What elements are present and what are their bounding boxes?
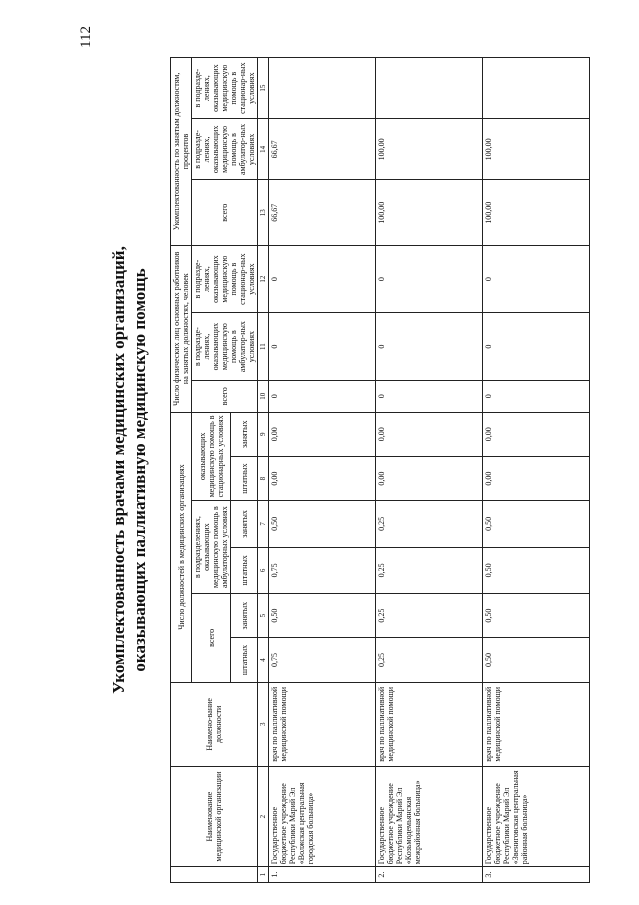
cell-c12: 0: [269, 245, 376, 313]
cell-c14: 66,67: [269, 119, 376, 180]
header-staffing-group: Укомплектованность по занятым должностям, процентов: [171, 58, 192, 246]
cell-c6: 0,75: [269, 547, 376, 593]
cell-c5: 0,50: [269, 594, 376, 638]
cell-c6: 0,25: [376, 547, 483, 593]
cell-c7: 0,50: [483, 501, 590, 547]
column-number: 9: [258, 412, 269, 456]
org-name-cell: Государственное бюджетное учреждение Республики Марий Эл «Волжская центральная городская больница»: [269, 766, 376, 866]
cell-c15: [269, 58, 376, 119]
cell-c11: 0: [483, 313, 590, 381]
cell-c14: 100,00: [483, 119, 590, 180]
header-positions-total: всего: [192, 594, 231, 683]
column-number: 10: [258, 380, 269, 412]
table-row: [483, 58, 590, 883]
column-number: 4: [258, 638, 269, 682]
cell-c4: 0,75: [269, 638, 376, 682]
cell-c15: [376, 58, 483, 119]
cell-c8: 0,00: [269, 456, 376, 500]
cell-c10: 0: [483, 380, 590, 412]
row-number: 1.: [269, 867, 376, 883]
cell-c13: 66,67: [269, 180, 376, 245]
row-number: 2.: [376, 867, 483, 883]
header-ambulatory-staff: штатных: [231, 547, 258, 593]
header-num: [171, 867, 258, 883]
title-line-2: оказывающих паллиативную медицинскую помощь: [130, 268, 149, 672]
cell-c15: [483, 58, 590, 119]
header-staffing-stationary: в подразде-лениях, оказывающих медицинскую помощь в стационар-ных условиях: [192, 58, 258, 119]
column-number: 1: [258, 867, 269, 883]
cell-c4: 0,25: [376, 638, 483, 682]
cell-c12: 0: [483, 245, 590, 313]
cell-c7: 0,50: [269, 501, 376, 547]
header-positions-stationary: оказывающих медицинскую помощь в стационарных условиях: [192, 412, 231, 501]
cell-c11: 0: [269, 313, 376, 381]
header-positions-ambulatory: в подразделениях, оказывающих медицинскую помощь в амбулаторных условиях: [192, 501, 231, 594]
column-number: 2: [258, 766, 269, 866]
column-number: 5: [258, 594, 269, 638]
row-number: 3.: [483, 867, 590, 883]
header-row-1: [171, 58, 192, 883]
column-number: 6: [258, 547, 269, 593]
cell-c5: 0,25: [376, 594, 483, 638]
column-number: 11: [258, 313, 269, 381]
table-row: [269, 58, 376, 883]
header-persons-total: всего: [192, 380, 258, 412]
title-line-1: Укомплектованность врачами медицинских организаций,: [109, 246, 128, 694]
rotated-sheet: [96, 55, 529, 885]
cell-c13: 100,00: [376, 180, 483, 245]
header-persons-ambulatory: в подразде-лениях, оказывающих медицинскую помощь в амбулатор-ных условиях: [192, 313, 258, 381]
position-cell: врач по паллиативной медицинской помощи: [376, 682, 483, 766]
cell-c12: 0: [376, 245, 483, 313]
cell-c11: 0: [376, 313, 483, 381]
cell-c8: 0,00: [376, 456, 483, 500]
column-number: 14: [258, 119, 269, 180]
cell-c4: 0,50: [483, 638, 590, 682]
staffing-table: [170, 57, 590, 883]
page-number: 112: [78, 26, 94, 48]
position-cell: врач по паллиативной медицинской помощи: [483, 682, 590, 766]
header-staffing-ambulatory: в подразде-лениях, оказывающих медицинскую помощь в амбулатор-ных условиях: [192, 119, 258, 180]
header-positions-group: Число должностей в медицинских организациях: [171, 412, 192, 682]
document-title: [108, 55, 150, 885]
cell-c10: 0: [376, 380, 483, 412]
cell-c9: 0,00: [269, 412, 376, 456]
column-number: 7: [258, 501, 269, 547]
cell-c13: 100,00: [483, 180, 590, 245]
header-staffing-total: всего: [192, 180, 258, 245]
header-persons-stationary: в подразде-лениях, оказывающих медицинскую помощь в стационар-ных условиях: [192, 245, 258, 313]
column-number: 3: [258, 682, 269, 766]
cell-c14: 100,00: [376, 119, 483, 180]
header-persons-group: Число физических лиц основных работников на занятых должностях, человек: [171, 245, 192, 412]
column-number: 12: [258, 245, 269, 313]
cell-c9: 0,00: [483, 412, 590, 456]
cell-c7: 0,25: [376, 501, 483, 547]
cell-c9: 0,00: [376, 412, 483, 456]
position-cell: врач по паллиативной медицинской помощи: [269, 682, 376, 766]
column-number-row: [258, 58, 269, 883]
cell-c6: 0,50: [483, 547, 590, 593]
column-number: 8: [258, 456, 269, 500]
cell-c10: 0: [269, 380, 376, 412]
cell-c5: 0,50: [483, 594, 590, 638]
table-row: [376, 58, 483, 883]
column-number: 13: [258, 180, 269, 245]
header-stationary-staff: штатных: [231, 456, 258, 500]
header-stationary-occupied: занятых: [231, 412, 258, 456]
header-org-name: Наименование медицинской организации: [171, 766, 258, 866]
header-total-occupied: занятых: [231, 594, 258, 638]
org-name-cell: Государственное бюджетное учреждение Республики Марий Эл «Звениговская центральная районная больница»: [483, 766, 590, 866]
header-ambulatory-occupied: занятых: [231, 501, 258, 547]
column-number: 15: [258, 58, 269, 119]
header-total-staff: штатных: [231, 638, 258, 682]
cell-c8: 0,00: [483, 456, 590, 500]
header-position-name: Наимено-вание должности: [171, 682, 258, 766]
org-name-cell: Государственное бюджетное учреждение Республики Марий Эл «Козьмодемьянская межрайонная больница»: [376, 766, 483, 866]
